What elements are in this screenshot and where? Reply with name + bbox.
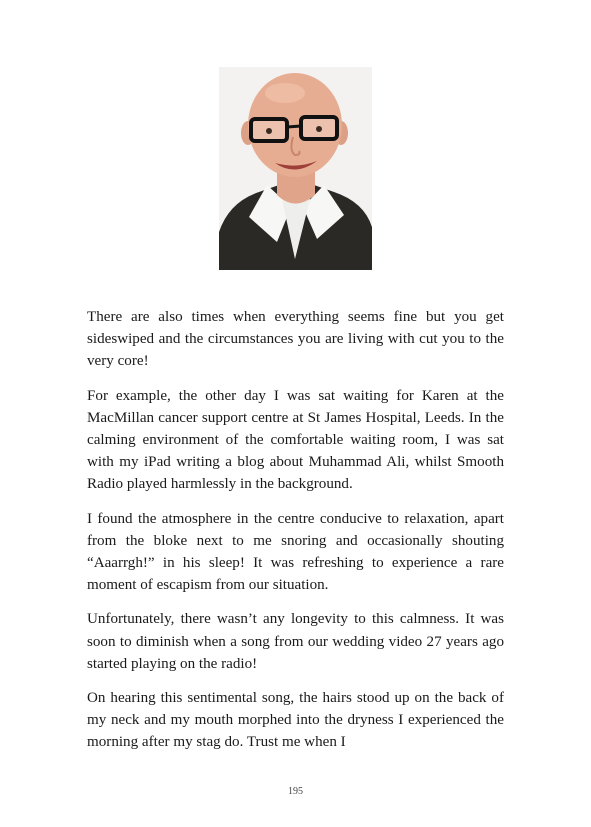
- page-number: 195: [288, 786, 303, 797]
- portrait-illustration: [219, 67, 372, 270]
- paragraph-4: Unfortunately, there wasn’t any longevity to this calmness. It was soon to diminish when a song from our wedding video 27 years ago started playing on the radio!: [87, 611, 504, 672]
- paragraph-3: I found the atmosphere in the centre conducive to relaxation, apart from the bloke next to me snoring and occasionally shouting “Aaarrgh!” in his sleep! It was refreshing to experience a rare moment of escapism from our situation.: [87, 510, 504, 594]
- paragraph-2: For example, the other day I was sat waiting for Karen at the MacMillan cancer support centre at St James Hospital, Leeds. In the calming environment of the comfortable waiting room, I was sat with my iPad writing a blog about Muhammad Ali, whilst Smooth Radio played harmlessly in the background.: [87, 387, 504, 493]
- body-text: [87, 306, 504, 766]
- paragraph-5: On hearing this sentimental song, the hairs stood up on the back of my neck and my mouth morphed into the dryness I experienced the morning after my stag do. Trust me when I: [87, 690, 504, 751]
- paragraph-1: There are also times when everything seems fine but you get sideswiped and the circumstances you are living with cut you to the very core!: [87, 309, 504, 370]
- portrait-photo: [219, 67, 372, 270]
